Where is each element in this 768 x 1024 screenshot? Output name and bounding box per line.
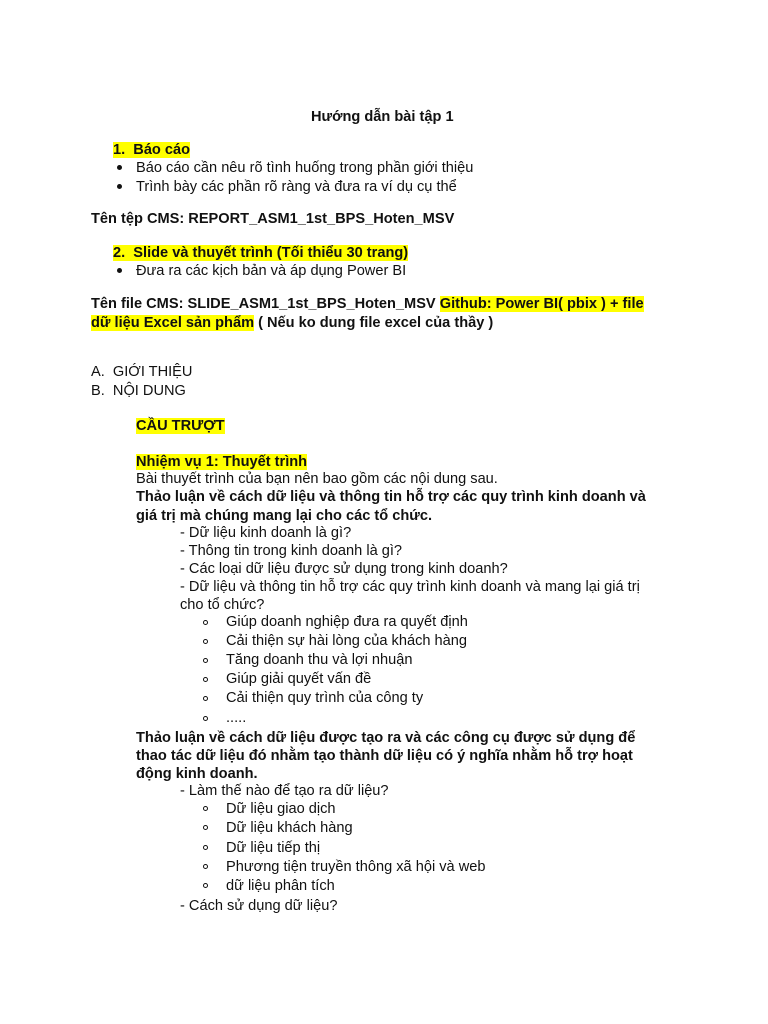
question-create-data: - Làm thế nào để tạo ra dữ liệu? [180, 783, 389, 799]
circle-bullet-icon [203, 806, 208, 811]
benefit-item: ..... [226, 710, 247, 726]
slide-file-prefix: Tên file CMS: SLIDE_ASM1_1st_BPS_Hoten_MSV [91, 296, 436, 312]
bullet-icon [117, 268, 122, 273]
bullet-icon [117, 184, 122, 189]
section-1-bullet-1: Báo cáo cần nêu rõ tình huống trong phần giới thiệu [136, 160, 474, 176]
benefit-item: Giúp giải quyết vấn đề [226, 671, 372, 687]
task-1-intro: Bài thuyết trình của bạn nên bao gồm các nội dung sau. [136, 471, 498, 487]
benefit-item: Tăng doanh thu và lợi nhuận [226, 652, 413, 668]
circle-bullet-icon [203, 677, 208, 682]
question-4: - Dữ liệu và thông tin hỗ trợ các quy trình kinh doanh và mang lại giá trị [180, 579, 640, 595]
bullet-icon [117, 165, 122, 170]
discussion-1-line-1: Thảo luận về cách dữ liệu và thông tin hỗ trợ các quy trình kinh doanh và [136, 489, 646, 505]
circle-bullet-icon [203, 639, 208, 644]
benefit-item: Cải thiện sự hài lòng của khách hàng [226, 633, 467, 649]
outline-letter: B. [91, 383, 105, 399]
excel-note: ( Nếu ko dung file excel của thầy ) [254, 315, 494, 331]
slide-heading: CẦU TRƯỢT [136, 418, 225, 434]
section-1-title: Báo cáo [133, 142, 191, 158]
slide-file-name-line-1 [91, 295, 644, 314]
section-1-bullet-2: Trình bày các phần rõ ràng và đưa ra ví dụ cụ thể [136, 179, 457, 195]
data-type-item: dữ liệu phân tích [226, 878, 335, 894]
task-1-heading: Nhiệm vụ 1: Thuyết trình [136, 454, 308, 470]
circle-bullet-icon [203, 716, 208, 721]
circle-bullet-icon [203, 845, 208, 850]
page-title: Hướng dẫn bài tập 1 [311, 109, 454, 125]
section-1-heading [113, 141, 190, 160]
question-1: - Dữ liệu kinh doanh là gì? [180, 525, 352, 541]
question-3: - Các loại dữ liệu được sử dụng trong kinh doanh? [180, 561, 508, 577]
circle-bullet-icon [203, 696, 208, 701]
data-type-item: Dữ liệu giao dịch [226, 801, 336, 817]
outline-letter: A. [91, 364, 105, 380]
circle-bullet-icon [203, 658, 208, 663]
outline-text: GIỚI THIỆU [112, 364, 193, 380]
section-2-title: Slide và thuyết trình (Tối thiểu 30 trang) [133, 245, 409, 261]
outline-item-a [91, 363, 192, 382]
section-2-heading [113, 244, 408, 263]
github-requirement-cont: dữ liệu Excel sản phẩm [91, 315, 255, 331]
slide-file-name-line-2 [91, 314, 493, 333]
section-2-bullet-1: Đưa ra các kịch bản và áp dụng Power BI [136, 263, 407, 279]
section-1-number: 1. [113, 142, 126, 158]
benefit-item: Cải thiện quy trình của công ty [226, 690, 424, 706]
section-2-number: 2. [113, 245, 126, 261]
circle-bullet-icon [203, 864, 208, 869]
circle-bullet-icon [203, 825, 208, 830]
data-type-item: Phương tiện truyền thông xã hội và web [226, 859, 486, 875]
discussion-1-line-2: giá trị mà chúng mang lại cho các tổ chức. [136, 508, 433, 524]
circle-bullet-icon [203, 883, 208, 888]
outline-text: NỘI DUNG [112, 383, 186, 399]
question-4-cont: cho tổ chức? [180, 597, 265, 613]
circle-bullet-icon [203, 620, 208, 625]
report-file-name: Tên tệp CMS: REPORT_ASM1_1st_BPS_Hoten_MSV [91, 211, 455, 227]
question-2: - Thông tin trong kinh doanh là gì? [180, 543, 403, 559]
data-type-item: Dữ liệu khách hàng [226, 820, 353, 836]
benefit-item: Giúp doanh nghiệp đưa ra quyết định [226, 614, 468, 630]
discussion-2-line-1: Thảo luận về cách dữ liệu được tạo ra và các công cụ được sử dụng để [136, 730, 636, 746]
github-requirement: Github: Power BI( pbix ) + file [439, 296, 644, 312]
question-use-data: - Cách sử dụng dữ liệu? [180, 898, 338, 914]
data-type-item: Dữ liệu tiếp thị [226, 840, 321, 856]
discussion-2-line-3: động kinh doanh. [136, 766, 258, 782]
outline-item-b [91, 382, 186, 401]
discussion-2-line-2: thao tác dữ liệu đó nhằm tạo thành dữ liệu có ý nghĩa nhằm hỗ trợ hoạt [136, 748, 633, 764]
